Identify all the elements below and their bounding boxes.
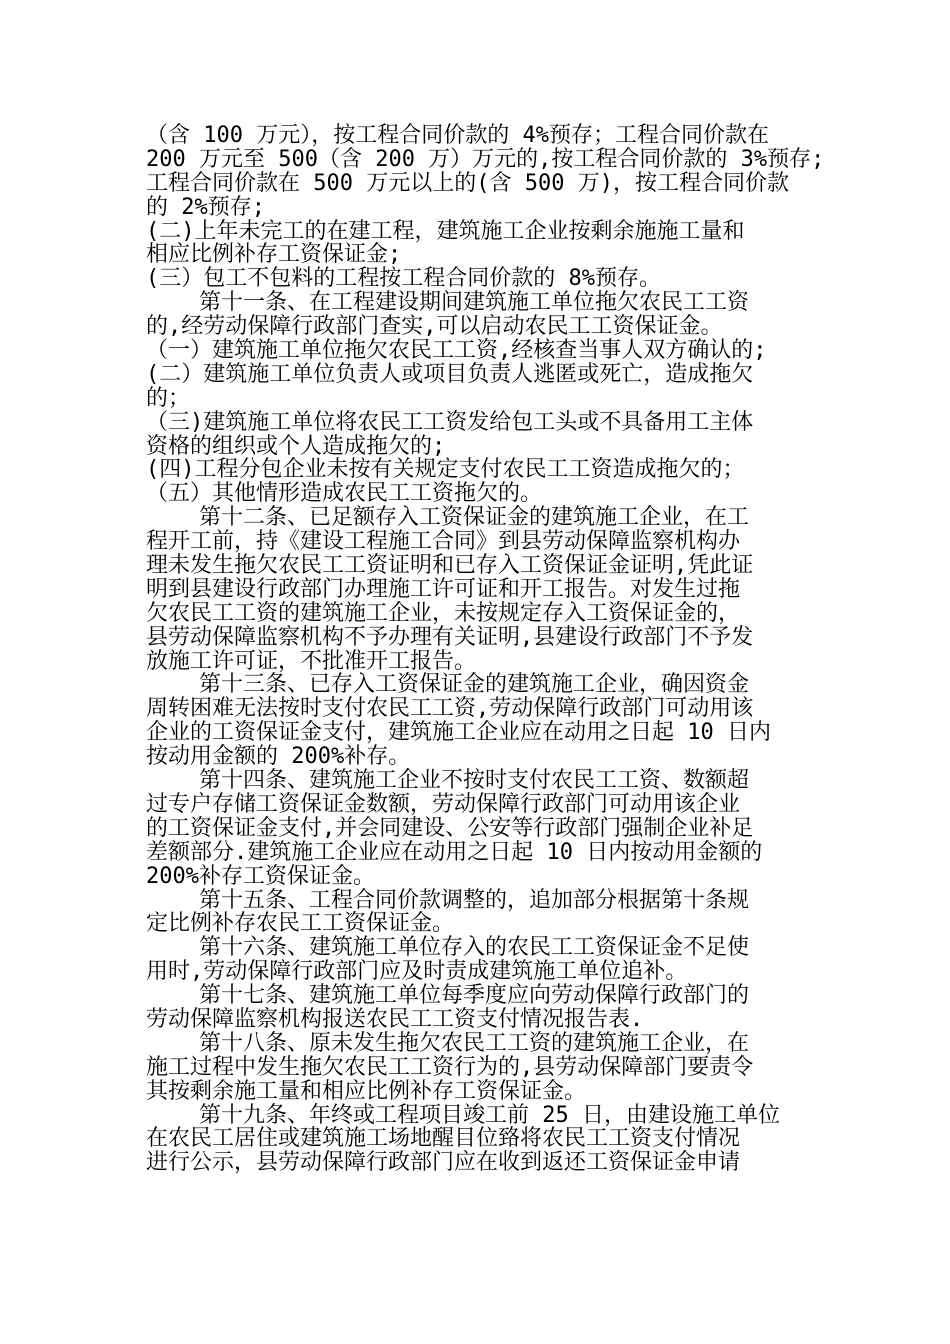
text-line: 200 万元至 500（含 200 万）万元的,按工程合同价款的 3%预存; [146,146,825,172]
text-line: 第十九条、年终或工程项目竣工前 25 日，由建设施工单位 [146,1102,780,1128]
text-line: (二）建筑施工单位负责人或项目负责人逃匿或死亡，造成拖欠 [146,361,754,387]
text-line: 其按剩余施工量和相应比例补存工资保证金。 [146,1078,587,1104]
text-line: 第十四条、建筑施工企业不按时支付农民工工资、数额超 [146,768,749,794]
text-line: 第十五条、工程合同价款调整的，追加部分根据第十条规 [146,887,749,913]
text-line: 用时,劳动保障行政部门应及时责成建筑施工单位追补。 [146,959,688,985]
text-line: 相应比例补存工资保证金; [146,242,402,268]
text-line: 第十六条、建筑施工单位存入的农民工工资保证金不足使 [146,935,749,961]
text-line: 的 2%预存; [146,194,265,220]
text-line: （五）其他情形造成农民工工资拖欠的。 [146,481,543,507]
text-line: (四)工程分包企业未按有关规定支付农民工工资造成拖欠的； [146,457,745,483]
text-line: 第十七条、建筑施工单位每季度应向劳动保障行政部门的 [146,983,749,1009]
text-line: 差额部分.建筑施工企业应在动用之日起 10 日内按动用金额的 [146,839,763,865]
text-line: (二)上年未完工的在建工程，建筑施工企业按剩余施施工量和 [146,218,745,244]
text-line: 施工过程中发生拖欠农民工工资行为的,县劳动保障部门要责令 [146,1054,754,1080]
text-line: 进行公示，县劳动保障行政部门应在收到返还工资保证金申请 [146,1150,741,1176]
text-line: 明到县建设行政部门办理施工许可证和开工报告。对发生过拖 [146,576,741,602]
text-line: (三）包工不包料的工程按工程合同价款的 8%预存。 [146,266,661,292]
text-line: 过专户存储工资保证金数额，劳动保障行政部门可动用该企业 [146,791,741,817]
text-line: 劳动保障监察机构报送农民工工资支付情况报告表. [146,1006,644,1032]
text-line: 程开工前，持《建设工程施工合同》到县劳动保障监察机构办 [146,529,741,555]
text-line: 的,经劳动保障行政部门查实,可以启动农民工工资保证金。 [146,314,723,340]
text-line: 资格的组织或个人造成拖欠的; [146,433,446,459]
text-line: 放施工许可证，不批准开工报告。 [146,648,477,674]
text-line: 的； [146,385,191,411]
text-line: 工程合同价款在 500 万元以上的(含 500 万)，按工程合同价款 [146,170,789,196]
text-line: 企业的工资保证金支付，建筑施工企业应在动用之日起 10 日内 [146,720,771,746]
text-line: 第十八条、原未发生拖欠农民工工资的建筑施工企业，在 [146,1030,749,1056]
text-line: 200%补存工资保证金。 [146,863,375,889]
text-line: 定比例补存农民工工资保证金。 [146,911,455,937]
text-line: 县劳动保障监察机构不予办理有关证明,县建设行政部门不予发 [146,624,754,650]
text-line: 理未发生拖欠农民工工资证明和已存入工资保证金证明,凭此证 [146,553,754,579]
text-line: 欠农民工工资的建筑施工企业，未按规定存入工资保证金的， [146,600,741,626]
text-line: 按动用金额的 200%补存。 [146,744,411,770]
text-line: （含 100 万元），按工程合同价款的 4%预存；工程合同价款在 [146,123,769,148]
text-line: （一）建筑施工单位拖欠农民工工资,经核查当事人双方确认的; [146,338,767,364]
text-line: 第十三条、已存入工资保证金的建筑施工企业，确因资金 [146,672,749,698]
text-line: 在农民工居住或建筑施工场地醒目位臵将农民工工资支付情况 [146,1126,741,1152]
text-line: （三)建筑施工单位将农民工工资发给包工头或不具备用工主体 [146,409,754,435]
text-line: 周转困难无法按时支付农民工工资,劳动保障行政部门可动用该 [146,696,754,722]
text-line: 第十二条、已足额存入工资保证金的建筑施工企业，在工 [146,505,749,531]
text-line: 第十一条、在工程建设期间建筑施工单位拖欠农民工工资 [146,290,749,316]
text-line: 的工资保证金支付,并会同建设、公安等行政部门强制企业补足 [146,815,754,841]
document-body [146,123,825,1176]
